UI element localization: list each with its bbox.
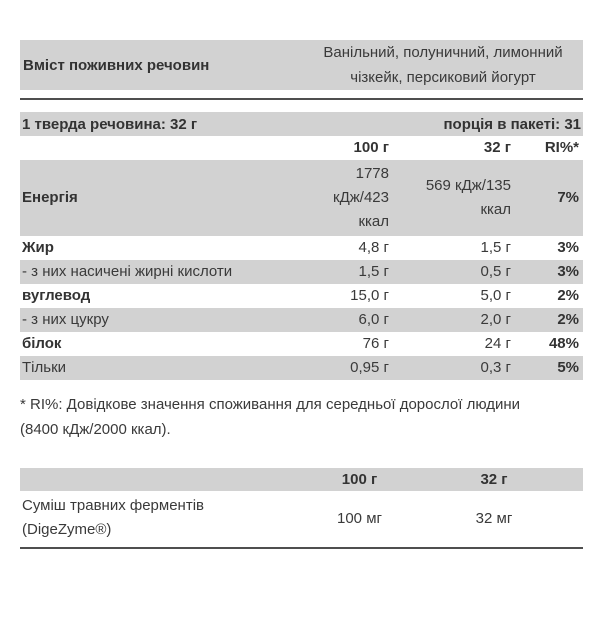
nutrient-label: вуглевод <box>22 287 91 304</box>
value-100g: 0,95 г <box>350 359 389 376</box>
enzyme-label: Суміш травних ферментів (DigeZyme®) <box>22 497 204 538</box>
enzymes-column-100g: 100 г <box>341 471 378 488</box>
enzymes-table <box>20 468 583 549</box>
table-row <box>20 332 583 356</box>
nutrient-label: - з них насичені жирні кислоти <box>22 263 233 280</box>
nutrient-label: білок <box>22 335 62 352</box>
table-row <box>20 356 583 380</box>
value-ri: 2% <box>557 287 579 304</box>
enzyme-value-100g: 100 мг <box>337 509 382 527</box>
divider-line-top <box>20 98 583 100</box>
value-ri: 48% <box>548 335 579 352</box>
table-row <box>20 260 583 284</box>
value-32g: 5,0 г <box>480 287 511 304</box>
servings-per-pack: порція в пакеті: 31 <box>443 115 581 133</box>
value-100g: 76 г <box>362 335 389 352</box>
value-32g: 569 кДж/135 ккал <box>425 177 511 218</box>
nutrition-label-sheet <box>20 40 583 549</box>
value-100g: 6,0 г <box>358 311 389 328</box>
enzymes-header-row <box>20 468 583 491</box>
value-100g: 1,5 г <box>358 263 389 280</box>
column-header-row <box>20 136 583 160</box>
value-ri: 3% <box>557 263 579 280</box>
nutrient-label: Тільки <box>22 359 67 376</box>
serving-size: 1 тверда речовина: 32 г <box>22 115 198 133</box>
value-100g: 1778 кДж/423 ккал <box>333 165 389 230</box>
table-row <box>20 284 583 308</box>
table-row <box>20 160 583 236</box>
value-32g: 0,3 г <box>480 359 511 376</box>
divider-line-bottom <box>20 547 583 549</box>
flavor-list: Ванільний, полуничний, лимонний чізкейк, персиковий йогурт <box>323 44 563 86</box>
serving-info-row <box>20 112 583 136</box>
table-row <box>20 491 583 545</box>
value-32g: 1,5 г <box>480 239 511 256</box>
value-32g: 24 г <box>484 335 511 352</box>
table-row <box>20 236 583 260</box>
nutrition-title: Вміст поживних речовин <box>23 56 210 74</box>
value-100g: 4,8 г <box>358 239 389 256</box>
enzyme-value-32g: 32 мг <box>475 509 513 527</box>
column-header-ri: RI%* <box>544 139 579 156</box>
value-ri: 7% <box>557 189 579 206</box>
nutrient-label: - з них цукру <box>22 311 109 328</box>
table-row <box>20 308 583 332</box>
value-ri: 2% <box>557 311 579 328</box>
nutrient-label: Жир <box>22 239 54 256</box>
column-header-32g: 32 г <box>483 139 511 156</box>
enzymes-column-32g: 32 г <box>480 471 508 488</box>
ri-footnote: * RI%: Довідкове значення споживання для середньої дорослої людини (8400 кДж/2000 ккал). <box>20 396 521 438</box>
nutrition-header <box>20 40 583 90</box>
column-header-100g: 100 г <box>353 139 389 156</box>
value-100g: 15,0 г <box>350 287 389 304</box>
value-32g: 2,0 г <box>480 311 511 328</box>
value-ri: 5% <box>557 359 579 376</box>
value-ri: 3% <box>557 239 579 256</box>
nutrient-label: Енергія <box>22 189 78 206</box>
value-32g: 0,5 г <box>480 263 511 280</box>
